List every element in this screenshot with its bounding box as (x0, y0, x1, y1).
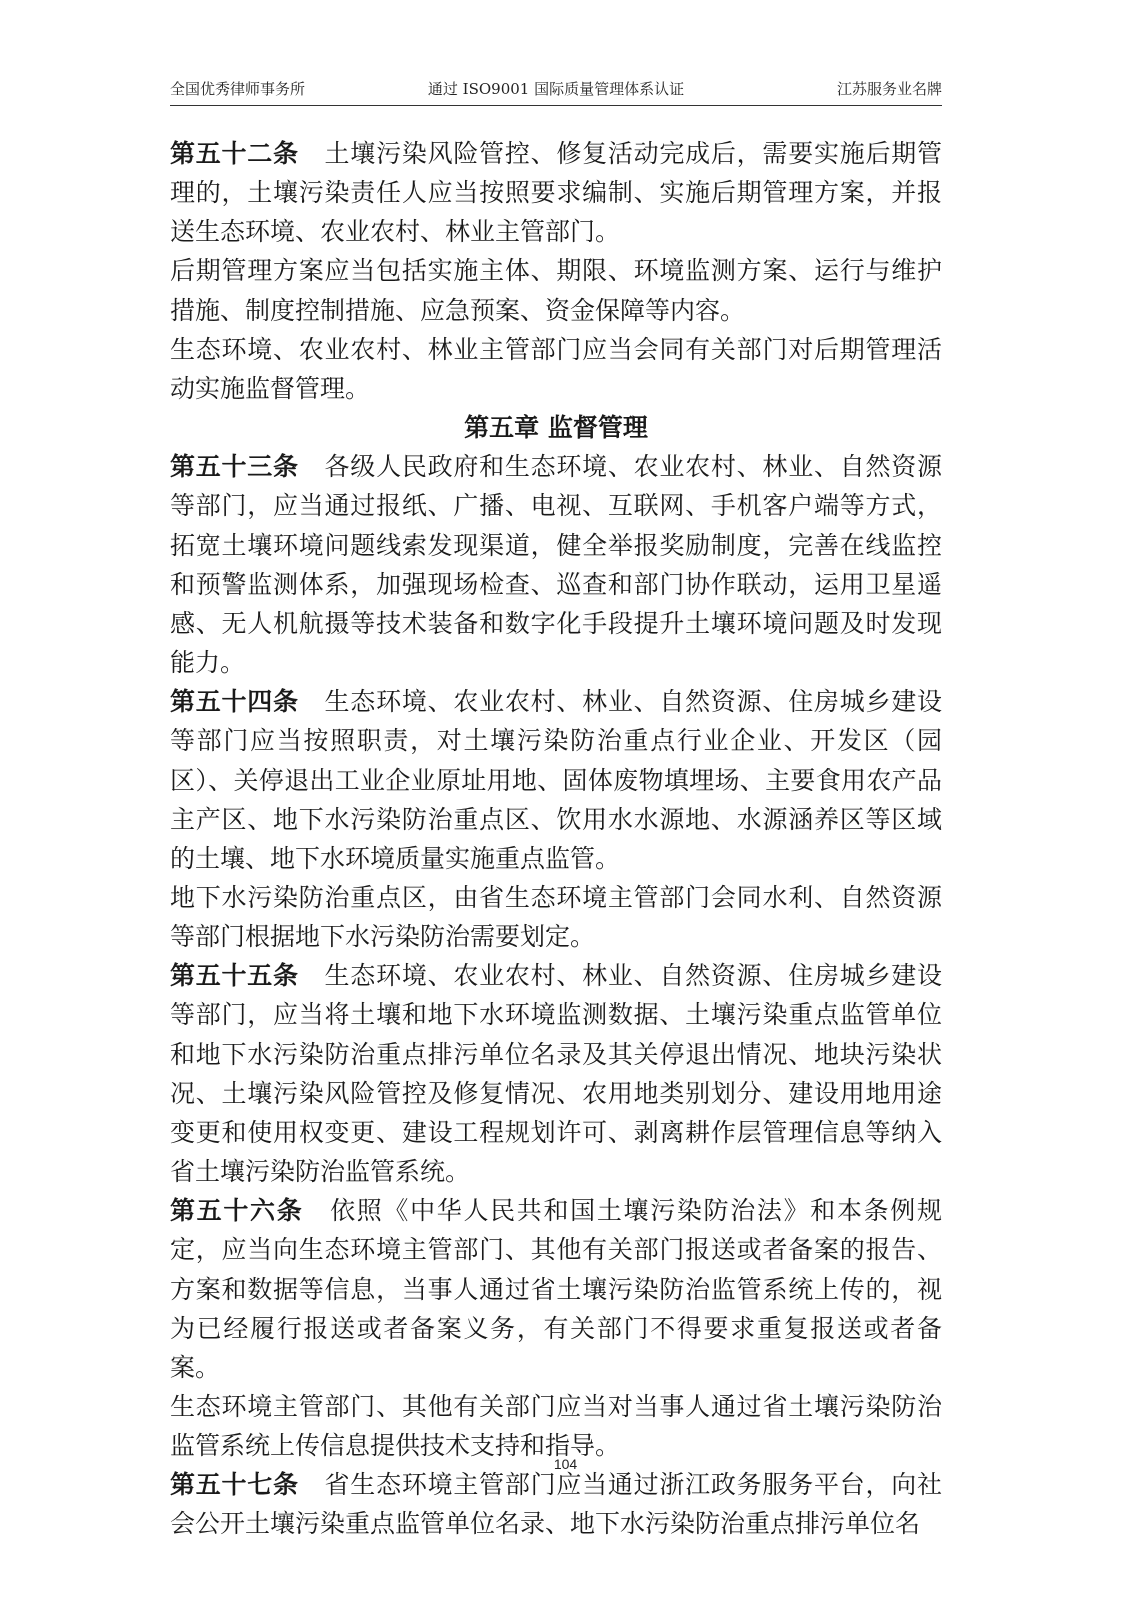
article-52-paragraph-3: 生态环境、农业农村、林业主管部门应当会同有关部门对后期管理活动实施监督管理。 (170, 334, 942, 403)
article-56-paragraph-1 (170, 1191, 942, 1387)
article-53-text-1: 各级人民政府和生态环境、农业农村、林业、自然资源等部门，应当通过报纸、广播、电视、互联网、手机客户端等方式，拓宽土壤环境问题线索发现渠道，健全举报奖励制度，完善在线监控和预警监测体系，加强现场检查、巡查和部门协作联动，运用卫星遥感、无人机航摄等技术装备和数字化手段提升土壤环境问题及时发现能力。 (170, 452, 942, 678)
chapter-heading: 第五章 监督管理 (464, 413, 648, 443)
article-52-number: 第五十二条 (170, 139, 299, 168)
header-center-text: 通过 ISO9001 国际质量管理体系认证 (427, 80, 685, 98)
article-55-text-1: 生态环境、农业农村、林业、自然资源、住房城乡建设等部门，应当将土壤和地下水环境监测数据、土壤污染重点监管单位和地下水污染防治重点排污单位名录及其关停退出情况、地块污染状况、土壤污染风险管控及修复情况、农用地类别划分、建设用地用途变更和使用权变更、建设工程规划许可、剥离耕作层管理信息等纳入省土壤污染防治监管系统。 (170, 961, 942, 1187)
article-54-paragraph-1 (170, 682, 942, 878)
article-53-paragraph-1 (170, 447, 942, 682)
header-right-text: 江苏服务业名牌 (836, 80, 942, 98)
article-53-number: 第五十三条 (170, 452, 299, 482)
article-54-text-1: 生态环境、农业农村、林业、自然资源、住房城乡建设等部门应当按照职责，对土壤污染防治重点行业企业、开发区（园区）、关停退出工业企业原址用地、固体废物填埋场、主要食用农产品主产区、地下水污染防治重点区、饮用水水源地、水源涵养区等区域的土壤、地下水环境质量实施重点监管。 (170, 687, 942, 873)
header-left-text: 全国优秀律师事务所 (170, 80, 306, 98)
page-header (170, 76, 942, 102)
article-52-text-1: 土壤污染风险管控、修复活动完成后，需要实施后期管理的，土壤污染责任人应当按照要求编制、实施后期管理方案，并报送生态环境、农业农村、林业主管部门。 (170, 139, 942, 247)
article-56-number: 第五十六条 (170, 1196, 304, 1226)
article-54-number: 第五十四条 (170, 687, 299, 717)
article-52-paragraph-2: 后期管理方案应当包括实施主体、期限、环境监测方案、运行与维护措施、制度控制措施、应急预案、资金保障等内容。 (170, 256, 942, 325)
document-body (170, 134, 942, 1544)
article-56-paragraph-2: 生态环境主管部门、其他有关部门应当对当事人通过省土壤污染防治监管系统上传信息提供技术支持和指导。 (170, 1392, 942, 1461)
article-57-number: 第五十七条 (170, 1470, 299, 1500)
article-55-paragraph-1 (170, 956, 942, 1191)
article-56-text-1: 依照《中华人民共和国土壤污染防治法》和本条例规定，应当向生态环境主管部门、其他有关部门报送或者备案的报告、方案和数据等信息，当事人通过省土壤污染防治监管系统上传的，视为已经履行报送或者备案义务，有关部门不得要求重复报送或者备案。 (170, 1196, 942, 1382)
page-number: 104 (553, 1456, 578, 1472)
header-divider (170, 105, 942, 106)
article-57-text-1: 省生态环境主管部门应当通过浙江政务服务平台，向社会公开土壤污染重点监管单位名录、地下水污染防治重点排污单位名 (170, 1470, 942, 1539)
article-52-paragraph-1 (170, 134, 942, 251)
article-55-number: 第五十五条 (170, 961, 299, 991)
article-57-paragraph-1 (170, 1465, 942, 1543)
article-54-paragraph-2: 地下水污染防治重点区，由省生态环境主管部门会同水利、自然资源等部门根据地下水污染防治需要划定。 (170, 882, 942, 952)
